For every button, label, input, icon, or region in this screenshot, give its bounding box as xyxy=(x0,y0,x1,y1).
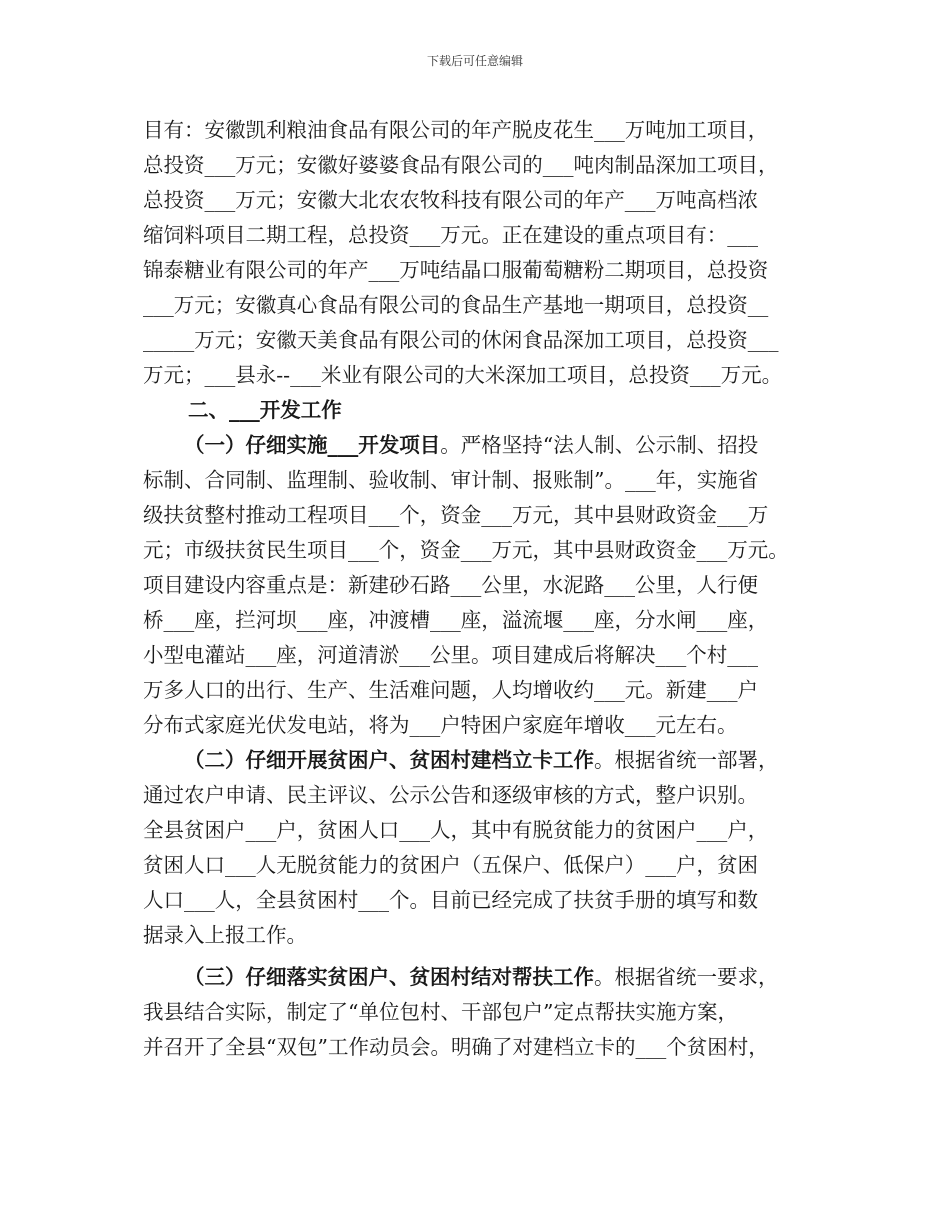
item-1-lead: 。严格坚持“法人制、公示制、招投 xyxy=(440,433,759,457)
body-line: 项目建设内容重点是：新建砂石路___公里，水泥路___公里，人行便 xyxy=(143,573,758,597)
body-line: 万多人口的出行、生产、生活难问题，人均增收约___元。新建___户 xyxy=(143,678,758,702)
body-line: 桥___座，拦河坝___座，冲渡槽___座，溢流堰___座，分水闸___座， xyxy=(143,608,769,632)
body-line: 小型电灌站___座，河道清淤___公里。项目建成后将解决___个村___ xyxy=(143,643,758,667)
body-line: 据录入上报工作。 xyxy=(143,923,307,947)
body-line: ___万元；安徽真心食品有限公司的食品生产基地一期项目，总投资__ xyxy=(143,293,769,317)
body-line: 级扶贫整村推动工程项目___个，资金___万元，其中县财政资金___万 xyxy=(143,503,769,527)
item-2-title: （二）仔细开展贫困户、贫困村建档立卡工作 xyxy=(184,748,594,772)
item-2-lead: 。根据省统一部署， xyxy=(594,748,779,772)
body-line: 贫困人口___人无脱贫能力的贫困户（五保户、低保户）___户，贫困 xyxy=(143,853,758,877)
body-line: 通过农户申请、民主评议、公示公告和逐级审核的方式，整户识别。 xyxy=(143,783,758,807)
body-line: 并召开了全县“双包”工作动员会。明确了对建档立卡的___个贫困村， xyxy=(143,1035,769,1059)
page-header: 下载后可任意编辑 xyxy=(426,54,523,68)
item-3-lead: 。根据省统一要求， xyxy=(594,965,779,989)
item-3-title: （三）仔细落实贫困户、贫困村结对帮扶工作 xyxy=(184,965,594,989)
document-body xyxy=(143,113,815,1065)
body-line: 人口___人，全县贫困村___个。目前已经完成了扶贫手册的填写和数 xyxy=(143,888,758,912)
item-1-title: （一）仔细实施___开发项目 xyxy=(184,433,441,457)
body-line: 全县贫困户___户，贫困人口___人，其中有脱贫能力的贫困户___户， xyxy=(143,818,769,842)
body-line: 总投资___万元；安徽好婆婆食品有限公司的___吨肉制品深加工项目， xyxy=(143,153,779,177)
item-2-first-line xyxy=(143,743,815,778)
body-line: _____万元；安徽天美食品有限公司的休闲食品深加工项目，总投资___ xyxy=(143,328,779,352)
section-heading: 二、___开发工作 xyxy=(188,398,342,422)
item-3-first-line xyxy=(143,960,815,995)
body-line: 目有：安徽凯利粮油食品有限公司的年产脱皮花生___万吨加工项目， xyxy=(143,118,769,142)
body-line: 万元；___县永--___米业有限公司的大米深加工项目，总投资___万元。 xyxy=(143,363,783,387)
body-line: 总投资___万元；安徽大北农农牧科技有限公司的年产___万吨高档浓 xyxy=(143,188,758,212)
body-line: 元；市级扶贫民生项目___个，资金___万元，其中县财政资金___万元。 xyxy=(143,538,789,562)
body-line: 我县结合实际，制定了“单位包村、干部包户”定点帮扶实施方案， xyxy=(143,1000,738,1024)
body-line: 缩饲料项目二期工程，总投资___万元。正在建设的重点项目有：___ xyxy=(143,223,758,247)
item-1-first-line xyxy=(143,428,815,463)
body-line: 锦泰糖业有限公司的年产___万吨结晶口服葡萄糖粉二期项目，总投资 xyxy=(143,258,769,282)
body-line: 标制、合同制、监理制、验收制、审计制、报账制”。___年，实施省 xyxy=(143,468,759,492)
body-line: 分布式家庭光伏发电站，将为___户特困户家庭年增收___元左右。 xyxy=(143,713,738,737)
